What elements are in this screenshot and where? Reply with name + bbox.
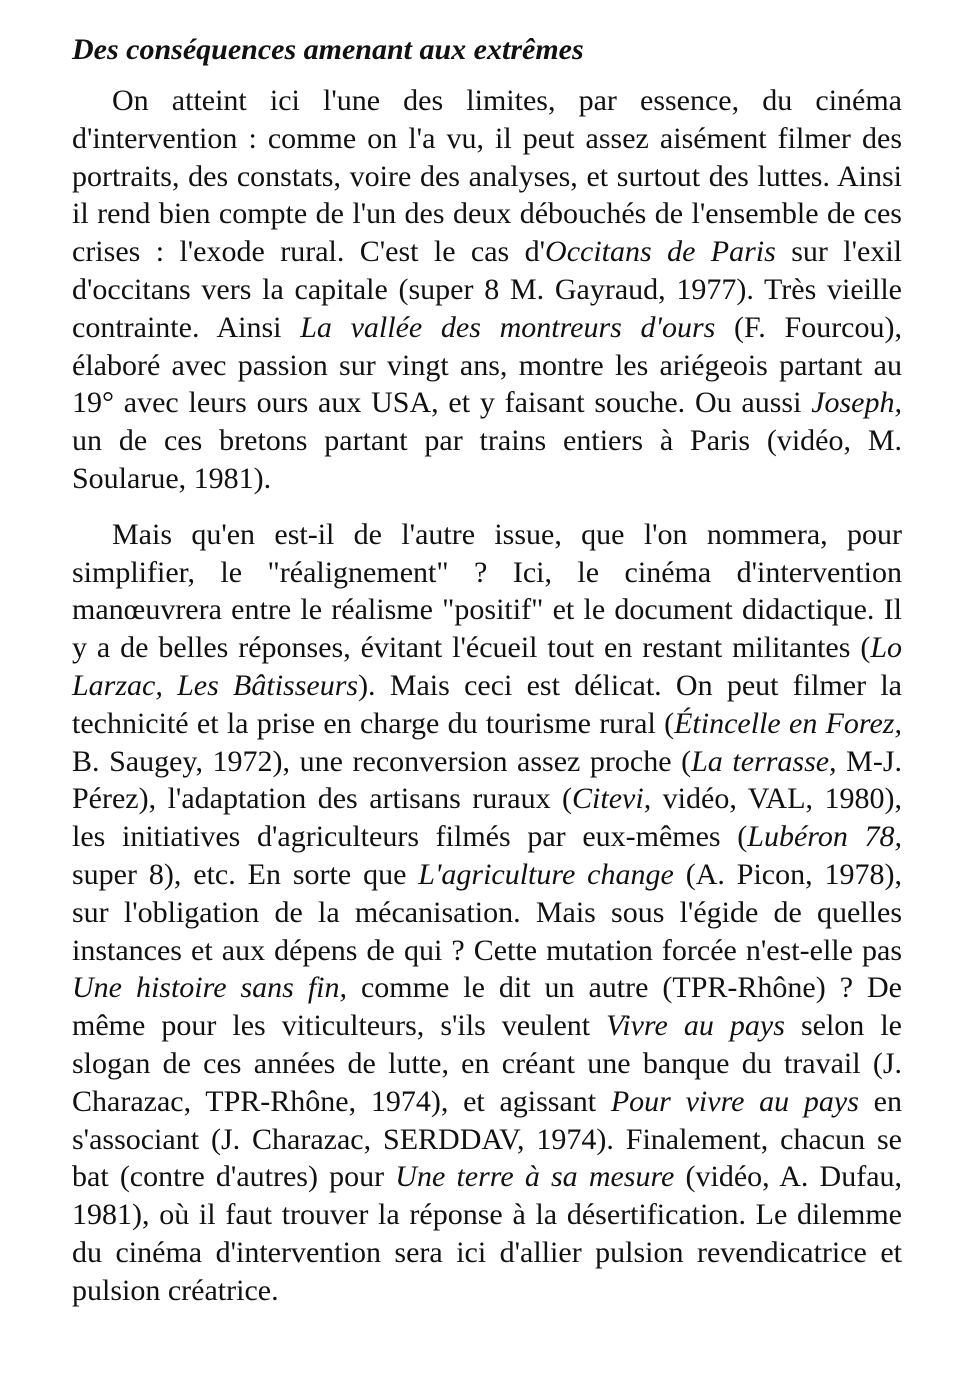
work-title: L'agriculture change xyxy=(418,857,674,891)
paragraph xyxy=(72,82,902,498)
work-title: Occitans de Paris xyxy=(545,235,776,269)
work-title: Une histoire sans fin, xyxy=(72,971,347,1005)
text-run: (vidéo, A. Dufau, 1981), où il faut trouver la réponse à la désertification. Le dilemme du cinéma d'intervention sera ici d'allier pulsion revendicatrice et pulsion créatrice. xyxy=(72,1160,903,1307)
section-heading: Des conséquences amenant aux extrêmes xyxy=(72,33,584,66)
text-run: B. Saugey, 1972), une reconversion assez proche ( xyxy=(72,744,692,778)
work-title: Étincelle en Forez, xyxy=(674,706,902,740)
work-title: La terrasse, xyxy=(691,744,837,778)
text-run: sur l'exil d'occitans vers la capitale (super 8 M. Gayraud, 1977). Très vieille contrainte. Ainsi xyxy=(72,235,903,344)
work-title: Vivre au pays xyxy=(606,1009,785,1043)
text-run: Mais qu'en est-il de l'autre issue, que l'on nommera, pour simplifier, le "réalignement" ? Ici, le cinéma d'intervention manœuvrera entre le réalisme "positif" et le document didactique. Il y a de belles réponses, évitant l'écueil tout en restant militantes ( xyxy=(72,517,902,665)
work-title: Pour vivre au pays xyxy=(610,1084,859,1118)
text-run: (F. Fourcou), élaboré avec passion sur vingt ans, montre les ariégeois partant au 19° avec leurs ours aux USA, et y faisant souche. Ou aussi xyxy=(72,310,902,420)
text-run: On atteint ici l'une des limites, par essence, du cinéma d'intervention : comme on l'a vu, il peut assez aisément filmer des portraits, des constats, voire des analyses, et surtout des luttes. Ainsi il rend bien compte de l'un des deux débouchés de l'ensemble de ces crises : l'exode rural. C'est le cas d' xyxy=(72,84,902,269)
paragraph xyxy=(72,516,902,1310)
document-page xyxy=(72,30,902,1310)
text-run: selon le slogan de ces années de lutte, en créant une banque du travail (J. Charazac, TPR-Rhône, 1974), et agissant xyxy=(72,1009,902,1118)
work-title: Lubéron 78, xyxy=(747,820,903,854)
text-run: ). Mais ceci est délicat. On peut filmer la technicité et la prise en charge du tourisme rural ( xyxy=(72,668,902,740)
text-run: comme le dit un autre (TPR-Rhône) ? De même pour les viticulteurs, s'ils veulent xyxy=(72,971,902,1043)
work-title: Une terre à sa mesure xyxy=(395,1160,675,1194)
text-run: (A. Picon, 1978), sur l'obligation de la mécanisation. Mais sous l'égide de quelles instances et aux dépens de qui ? Cette mutation forcée n'est-elle pas xyxy=(72,857,902,967)
work-title: Lo Larzac, Les Bâtisseurs xyxy=(72,631,902,702)
text-run: M-J. Pérez), l'adaptation des artisans ruraux ( xyxy=(72,744,902,816)
work-title: Citevi, xyxy=(572,782,652,816)
work-title: Joseph, xyxy=(811,386,902,420)
work-title: La vallée des montreurs d'ours xyxy=(300,310,716,344)
text-run: super 8), etc. En sorte que xyxy=(72,857,419,891)
text-run: un de ces bretons partant par trains entiers à Paris (vidéo, M. Soularue, 1981). xyxy=(72,424,902,495)
text-run: en s'associant (J. Charazac, SERDDAV, 1974). Finalement, chacun se bat (contre d'autres) pour xyxy=(72,1084,902,1194)
text-run: vidéo, VAL, 1980), les initiatives d'agriculteurs filmés par eux-mêmes ( xyxy=(72,782,902,854)
body-text xyxy=(72,82,902,1310)
